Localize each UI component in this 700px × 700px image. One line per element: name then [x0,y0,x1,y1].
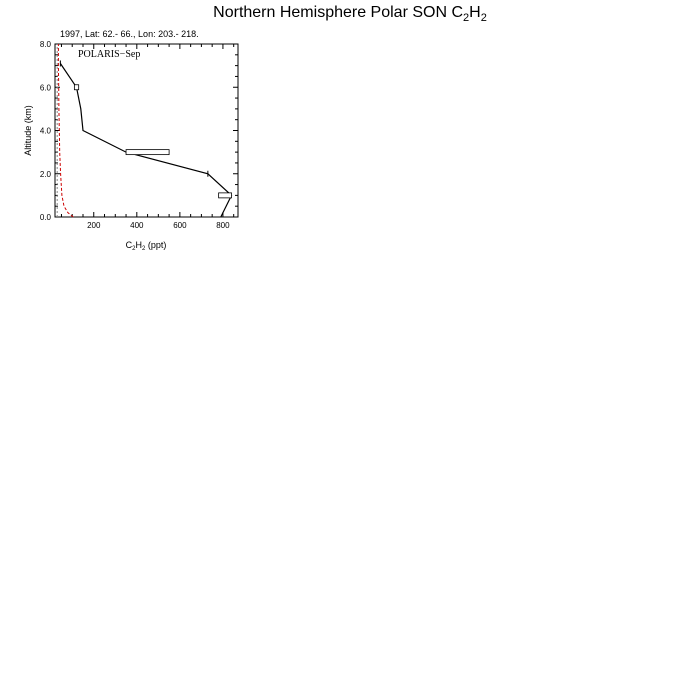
range-box [126,150,169,155]
y-tick-label: 0.0 [39,213,51,222]
x-tick-label: 600 [173,221,187,230]
y-tick-label: 6.0 [39,83,51,93]
series-line-solid-black [60,64,231,218]
panel-label: POLARIS−Sep [78,49,141,60]
chart-title: Northern Hemisphere Polar SON $C_2H_2$ [213,4,487,25]
y-tick-label: 8.0 [39,40,51,49]
y-tick-label: 4.0 [39,126,51,136]
series-layer [57,44,231,217]
x-tick-label: 800 [216,221,230,230]
x-tick-label: 200 [87,221,101,230]
series-line-dashed-red [58,44,73,217]
range-box [74,85,78,90]
marker-layer [60,60,231,197]
y-tick-label: 2.0 [39,169,51,179]
range-box [219,193,232,198]
axes-layer [40,40,238,230]
x-tick-label: 400 [130,221,144,230]
y-axis-label: Altitude (km) [23,105,33,156]
x-axis-label: $C_2H_2$ (ppt) [125,240,167,252]
chart-subtitle: 1997, Lat: 62.- 66., Lon: 203.- 218. [60,29,199,39]
